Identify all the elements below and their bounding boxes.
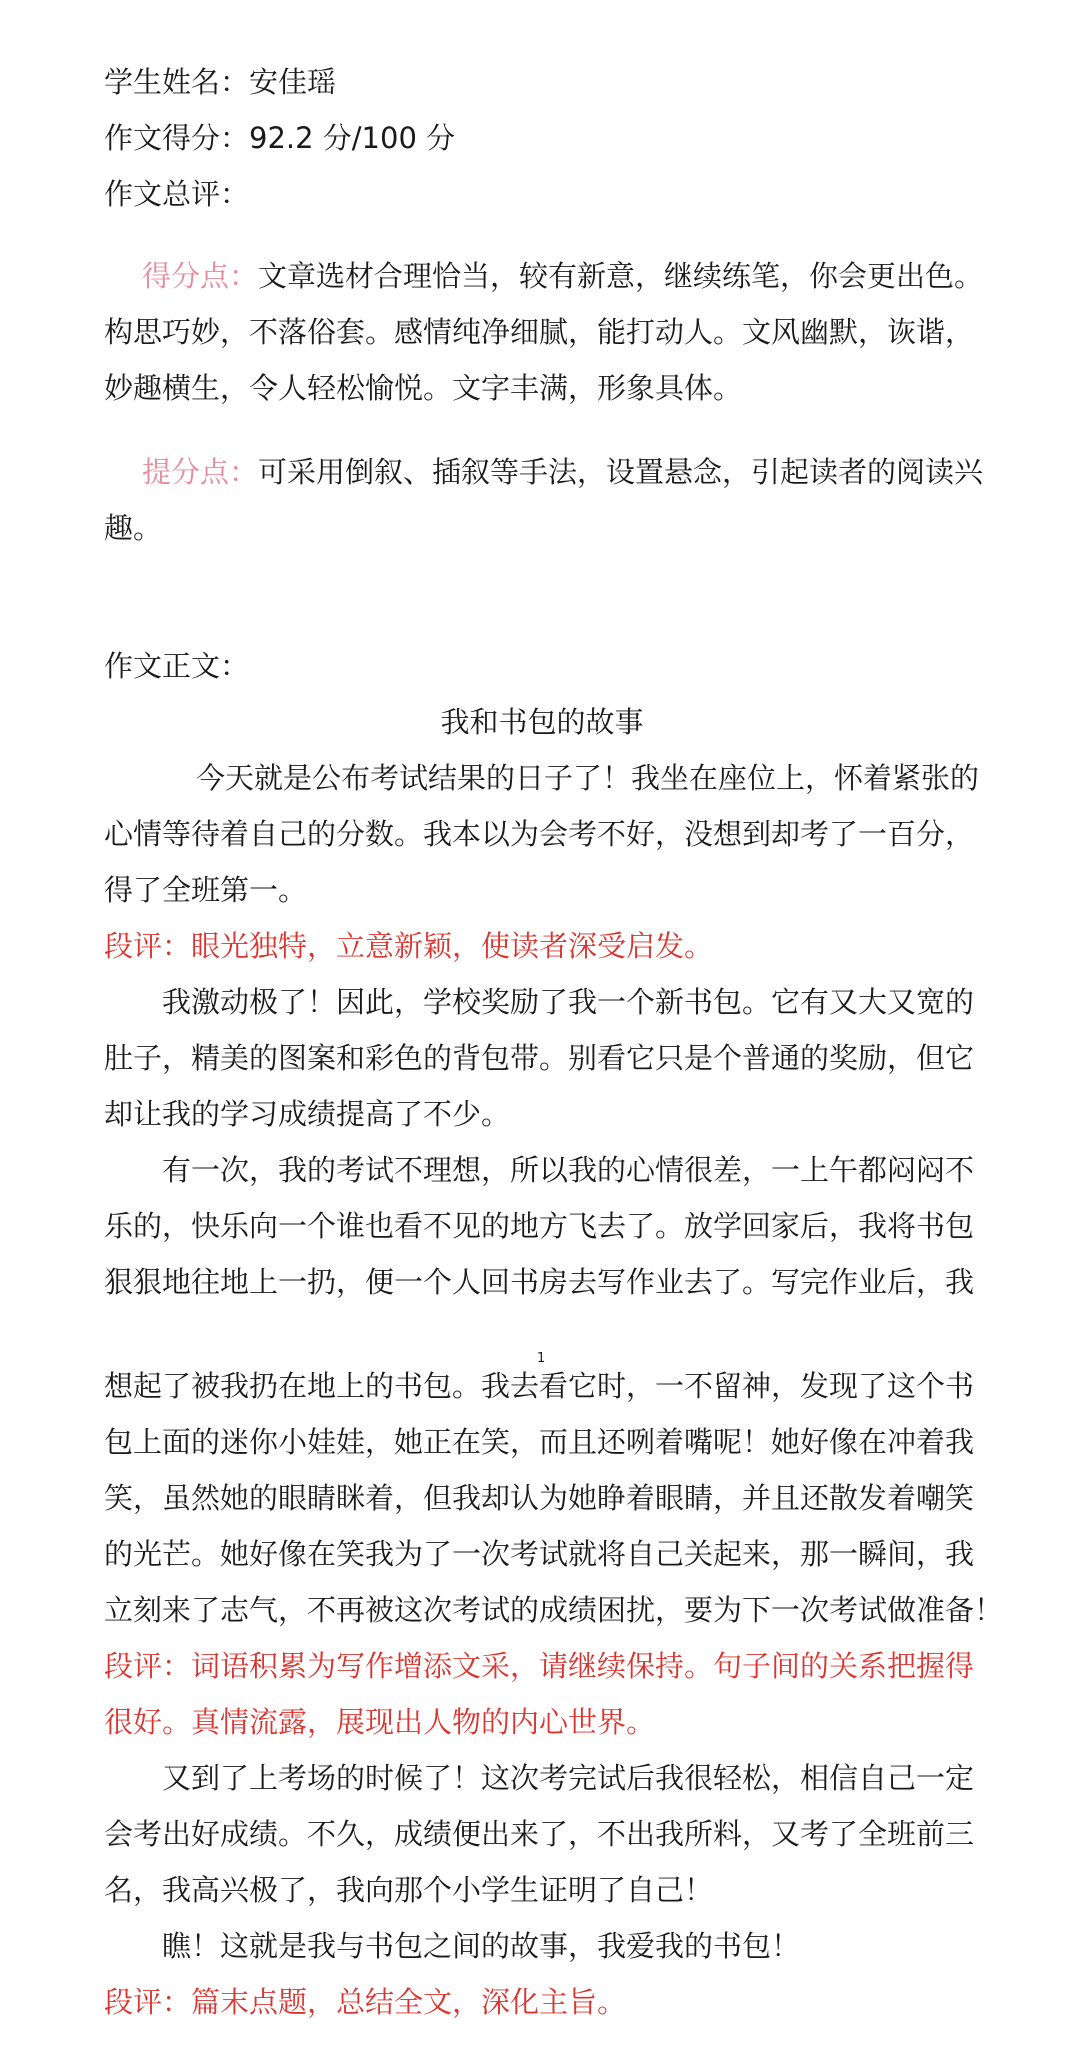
paragraph-3-line-8: 立刻来了志气，不再被这次考试的成绩困扰，要为下一次考试做准备！	[104, 1593, 1004, 1627]
paragraph-3-line-7: 的光芒。她好像在笑我为了一次考试就将自己关起来，那一瞬间，我	[104, 1537, 975, 1571]
essay-title: 我和书包的故事	[440, 705, 644, 739]
paragraph-comment-2-line-2: 很好。真情流露，展现出人物的内心世界。	[104, 1705, 656, 1739]
essay-score: 作文得分：92.2 分/100 分	[104, 121, 456, 155]
good-points-line-2: 构思巧妙，不落俗套。感情纯净细腻，能打动人。文风幽默，诙谐，	[104, 315, 975, 349]
paragraph-1-line-3: 得了全班第一。	[104, 873, 308, 907]
overall-comment-label: 作文总评：	[104, 177, 250, 211]
page-number: 1	[537, 1351, 546, 1366]
paragraph-comment-3: 段评：篇末点题，总结全文，深化主旨。	[104, 1985, 627, 2019]
paragraph-3-line-4: 想起了被我扔在地上的书包。我去看它时，一不留神，发现了这个书	[104, 1369, 975, 1403]
good-points-line-1	[104, 256, 984, 296]
paragraph-1-line-1: 今天就是公布考试结果的日子了！我坐在座位上，怀着紧张的	[196, 761, 980, 795]
paragraph-3-line-3: 狠狠地往地上一扔，便一个人回书房去写作业去了。写完作业后，我	[104, 1265, 975, 1299]
paragraph-3-line-5: 包上面的迷你小娃娃，她正在笑，而且还咧着嘴呢！她好像在冲着我	[104, 1425, 975, 1459]
paragraph-3-line-2: 乐的，快乐向一个谁也看不见的地方飞去了。放学回家后，我将书包	[104, 1209, 975, 1243]
paragraph-2-line-3: 却让我的学习成绩提高了不少。	[104, 1097, 511, 1131]
paragraph-4-line-2: 会考出好成绩。不久，成绩便出来了，不出我所料，又考了全班前三	[104, 1817, 975, 1851]
paragraph-5-line-1: 瞧！这就是我与书包之间的故事，我爱我的书包！	[162, 1929, 801, 1963]
paragraph-3-line-6: 笑，虽然她的眼睛眯着，但我却认为她睁着眼睛，并且还散发着嘲笑	[104, 1481, 975, 1515]
paragraph-comment-2-line-1: 段评：词语积累为写作增添文采，请继续保持。句子间的关系把握得	[104, 1649, 975, 1683]
improve-points-line-1	[104, 452, 984, 492]
paragraph-comment-1: 段评：眼光独特，立意新颖，使读者深受启发。	[104, 929, 714, 963]
paragraph-2-line-1: 我激动极了！因此，学校奖励了我一个新书包。它有又大又宽的	[162, 985, 975, 1019]
good-points-line-3: 妙趣横生，令人轻松愉悦。文字丰满，形象具体。	[104, 371, 743, 405]
improve-points-label: 提分点：	[142, 455, 259, 489]
improve-points-line-2: 趣。	[104, 511, 163, 545]
student-name: 学生姓名：安佳瑶	[104, 65, 337, 99]
paragraph-4-line-1: 又到了上考场的时候了！这次考完试后我很轻松，相信自己一定	[162, 1761, 975, 1795]
essay-body-label: 作文正文：	[104, 649, 250, 683]
good-points-label: 得分点：	[142, 259, 259, 293]
paragraph-2-line-2: 肚子，精美的图案和彩色的背包带。别看它只是个普通的奖励，但它	[104, 1041, 975, 1075]
good-points-text-1: 文章选材合理恰当，较有新意，继续练笔，你会更出色。	[258, 259, 984, 293]
paragraph-1-line-2: 心情等待着自己的分数。我本以为会考不好，没想到却考了一百分，	[104, 817, 975, 851]
paragraph-4-line-3: 名，我高兴极了，我向那个小学生证明了自己！	[104, 1873, 714, 1907]
improve-points-text-1: 可采用倒叙、插叙等手法，设置悬念，引起读者的阅读兴	[258, 455, 984, 489]
paragraph-3-line-1: 有一次，我的考试不理想，所以我的心情很差，一上午都闷闷不	[162, 1153, 975, 1187]
